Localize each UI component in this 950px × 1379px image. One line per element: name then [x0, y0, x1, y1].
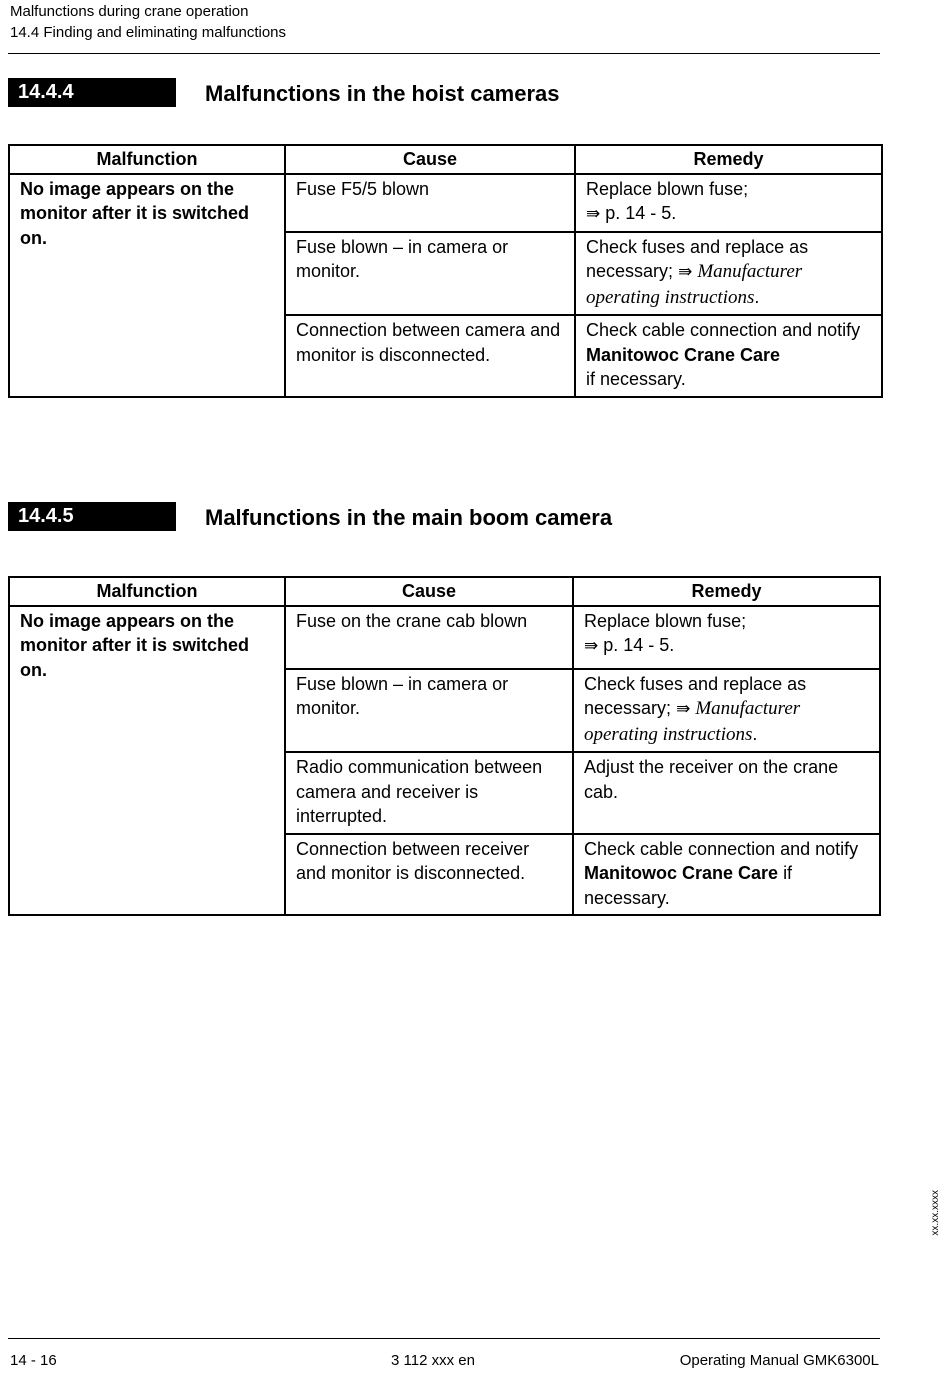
remedy-cell — [573, 669, 880, 753]
reference-arrow-icon: ⇛ — [586, 204, 601, 224]
header-rule — [8, 53, 880, 54]
footer-rule — [8, 1338, 880, 1339]
remedy-text: Check cable connection and notify — [584, 838, 859, 859]
remedy-cell — [575, 232, 882, 316]
column-header-malfunction: Malfunction — [9, 577, 285, 606]
manual-reference-link[interactable]: Manufacturer operating instructions — [586, 261, 803, 308]
malfunction-table-main-boom — [8, 576, 881, 916]
malfunction-table-hoist — [8, 144, 883, 398]
remedy-cell — [575, 315, 882, 397]
remedy-cell — [573, 606, 880, 669]
section-number-badge: 14.4.5 — [8, 502, 176, 531]
service-contact-name: Manitowoc Crane Care — [586, 344, 781, 365]
remedy-text: Check fuses and replace as necessary; — [584, 673, 807, 718]
remedy-text: Check cable connection and notify — [586, 320, 861, 340]
column-header-cause: Cause — [285, 577, 573, 606]
column-header-cause: Cause — [285, 145, 575, 174]
remedy-text: Check fuses and replace as necessary; — [586, 236, 809, 281]
remedy-text-end: . — [752, 723, 758, 744]
remedy-cell — [573, 834, 880, 916]
remedy-text-end: if necessary. — [584, 863, 793, 908]
footer-document-number: 3 112 xxx en — [391, 1352, 475, 1369]
column-header-remedy: Remedy — [575, 145, 882, 174]
column-header-remedy: Remedy — [573, 577, 880, 606]
footer-manual-title: Operating Manual GMK6300L — [679, 1352, 879, 1369]
remedy-text: Replace blown fuse; — [584, 610, 747, 631]
reference-arrow-icon: ⇛ — [678, 262, 693, 282]
section-title: Malfunctions in the hoist cameras — [205, 81, 560, 106]
page-reference-link[interactable]: p. 14 - 5. — [605, 203, 677, 223]
cause-cell: Connection between camera and monitor is disconnected. — [285, 315, 575, 397]
header-section: 14.4 Finding and eliminating malfunctions — [10, 24, 286, 41]
cause-cell: Connection between receiver and monitor is disconnected. — [285, 834, 573, 916]
cause-cell: Fuse on the crane cab blown — [285, 606, 573, 669]
header-chapter: Malfunctions during crane operation — [10, 3, 249, 20]
cause-cell: Fuse blown – in camera or monitor. — [285, 669, 573, 753]
remedy-text-end: if necessary. — [586, 369, 686, 389]
remedy-cell — [575, 174, 882, 232]
remedy-text-end: . — [754, 286, 760, 307]
page-reference-link[interactable]: p. 14 - 5. — [603, 635, 675, 655]
reference-arrow-icon: ⇛ — [676, 699, 691, 719]
cause-cell: Fuse blown – in camera or monitor. — [285, 232, 575, 316]
section-number-badge: 14.4.4 — [8, 78, 176, 107]
cause-cell: Fuse F5/5 blown — [285, 174, 575, 232]
section-title: Malfunctions in the main boom camera — [205, 505, 613, 530]
remedy-cell: Adjust the receiver on the crane cab. — [573, 752, 880, 834]
footer-page-number: 14 - 16 — [10, 1352, 57, 1369]
malfunction-cell: No image appears on the monitor after it is switched on. — [9, 174, 285, 397]
column-header-malfunction: Malfunction — [9, 145, 285, 174]
document-version-code: xx.xx.xxxx — [930, 1190, 941, 1236]
service-contact-name: Manitowoc Crane Care — [584, 863, 779, 883]
manual-reference-link[interactable]: Manufacturer operating instructions — [584, 698, 801, 745]
remedy-text: Replace blown fuse; — [586, 178, 749, 199]
reference-arrow-icon: ⇛ — [584, 636, 599, 656]
cause-cell: Radio communication between camera and receiver is interrupted. — [285, 752, 573, 834]
malfunction-cell: No image appears on the monitor after it is switched on. — [9, 606, 285, 916]
